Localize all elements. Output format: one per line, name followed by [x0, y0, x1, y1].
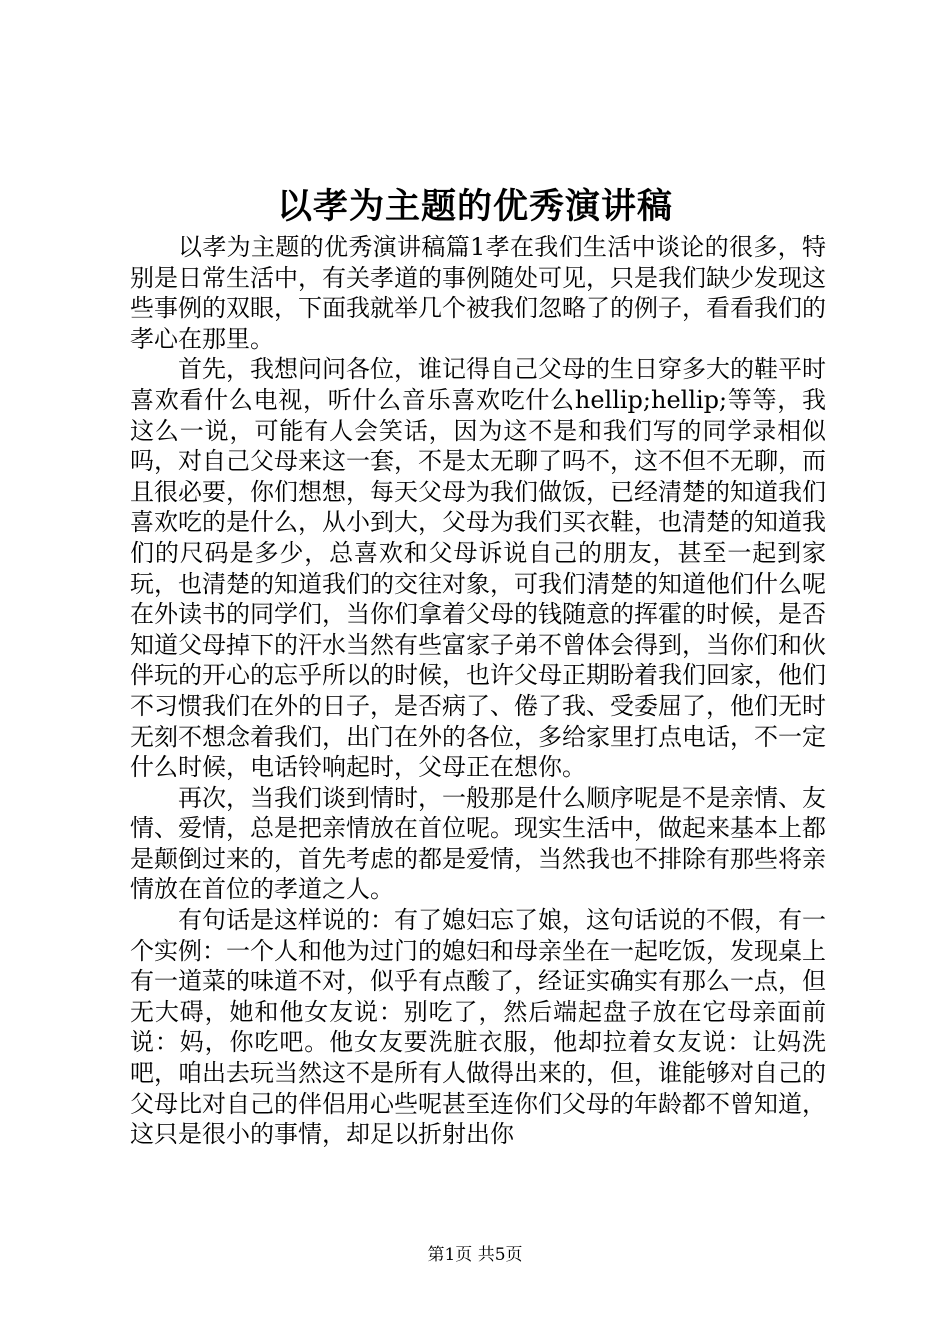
document-title: 以孝为主题的优秀演讲稿	[276, 187, 673, 227]
paragraph-4: 有句话是这样说的：有了媳妇忘了娘，这句话说的不假，有一个实例：一个人和他为过门的媳妇和母亲坐在一起吃饭，发现桌上有一道菜的味道不对，似乎有点酸了，经证实确实有那么一点，但无大碍，她和他女友说：别吃了，然后端起盘子放在它母亲面前说：妈，你吃吧。他女友要洗脏衣服，他却拉着女友说：让妈洗吧，咱出去玩当然这不是所有人做得出来的，但，谁能够对自己的父母比对自己的伴侣用心些呢甚至连你们父母的年龄都不曾知道，这只是很小的事情，却足以折射出你	[130, 906, 826, 1149]
document-body	[130, 232, 826, 1150]
page-number-footer: 第1页 共5页	[427, 1245, 523, 1265]
paragraph-2: 首先，我想问问各位，谁记得自己父母的生日穿多大的鞋平时喜欢看什么电视，听什么音乐喜欢吃什么hellip;hellip;等等，我这么一说，可能有人会笑话，因为这不是和我们写的同学录相似吗，对自己父母来这一套，不是太无聊了吗不，这不但不无聊，而且很必要，你们想想，每天父母为我们做饭，已经清楚的知道我们喜欢吃的是什么，从小到大，父母为我们买衣鞋，也清楚的知道我们的尺码是多少，总喜欢和父母诉说自己的朋友，甚至一起到家玩，也清楚的知道我们的交往对象，可我们清楚的知道他们什么呢在外读书的同学们，当你们拿着父母的钱随意的挥霍的时候，是否知道父母掉下的汗水当然有些富家子弟不曾体会得到，当你们和伙伴玩的开心的忘乎所以的时候，也许父母正期盼着我们回家，他们不习惯我们在外的日子，是否病了、倦了我、受委屈了，他们无时无刻不想念着我们，出门在外的各位，多给家里打点电话，不一定什么时候，电话铃响起时，父母正在想你。	[130, 355, 826, 782]
paragraph-1: 以孝为主题的优秀演讲稿篇1孝在我们生活中谈论的很多，特别是日常生活中，有关孝道的事例随处可见，只是我们缺少发现这些事例的双眼，下面我就举几个被我们忽略了的例子，看看我们的孝心在那里。	[130, 233, 826, 353]
paragraph-3: 再次，当我们谈到情时，一般那是什么顺序呢是不是亲情、友情、爱情，总是把亲情放在首位呢。现实生活中，做起来基本上都是颠倒过来的，首先考虑的都是爱情，当然我也不排除有那些将亲情放在首位的孝道之人。	[130, 783, 826, 904]
